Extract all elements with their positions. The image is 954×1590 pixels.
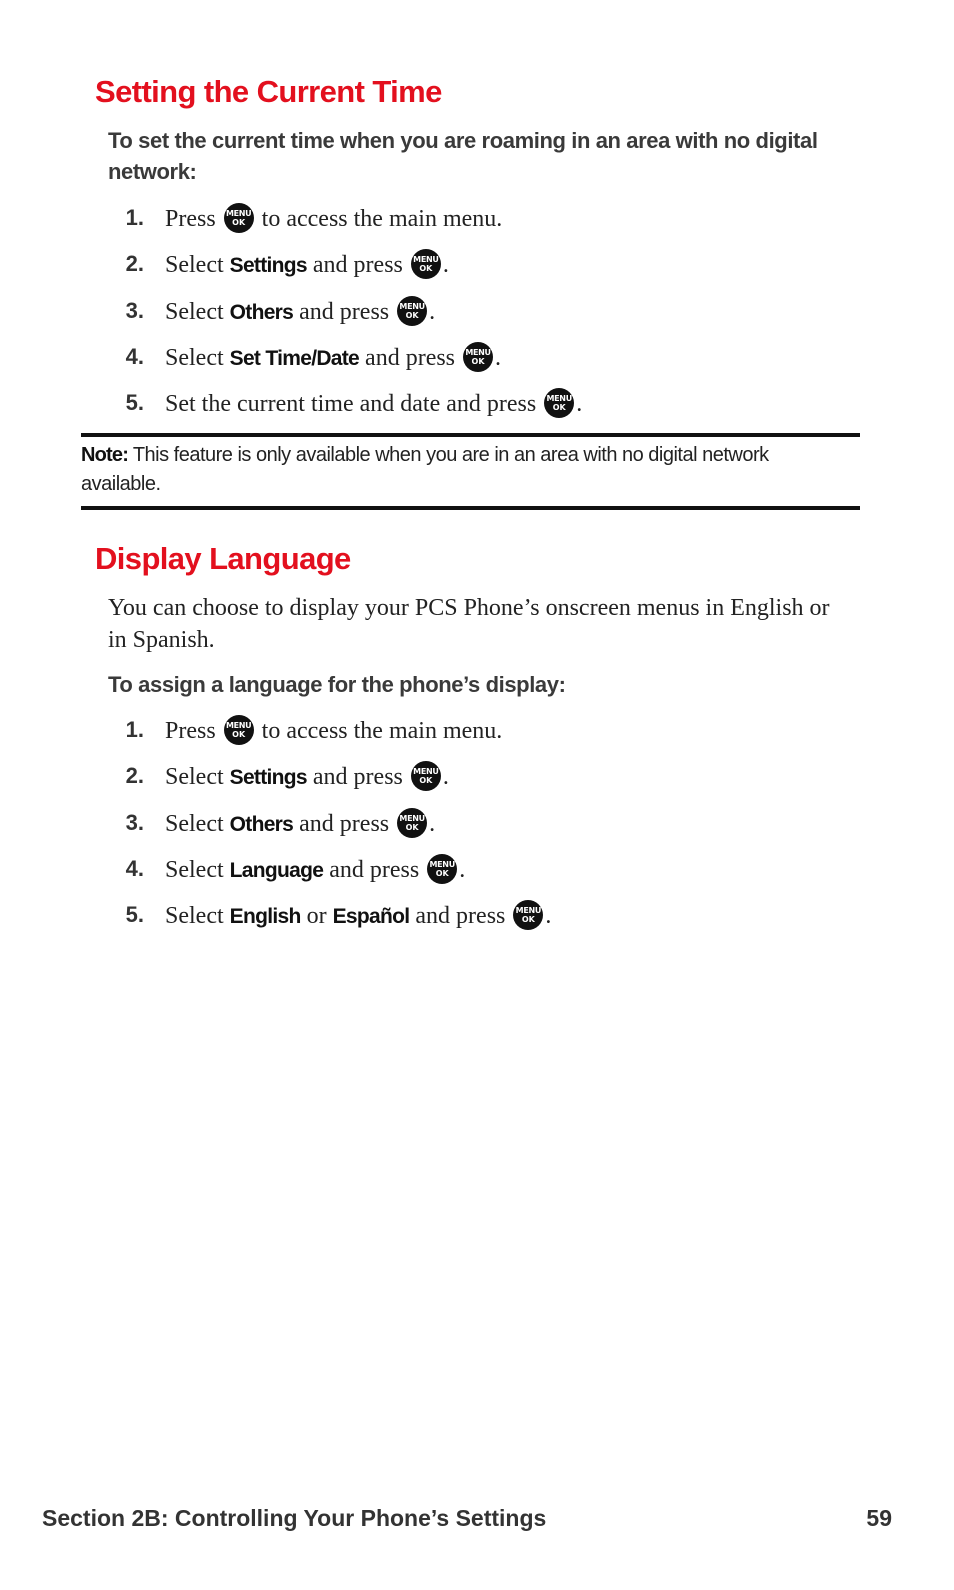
note-top-rule bbox=[81, 433, 860, 437]
step-text: Select Settings and press MENU OK . bbox=[165, 761, 449, 793]
menu-keyword: Settings bbox=[229, 766, 307, 790]
steps-current-time bbox=[0, 203, 954, 434]
note bbox=[81, 441, 841, 499]
menu-ok-key-icon: MENU OK bbox=[397, 296, 427, 326]
section-intro-current-time: To set the current time when you are roaming in an area with no digital network: bbox=[108, 128, 818, 184]
note-bottom-rule bbox=[81, 506, 860, 510]
step-number: 3. bbox=[125, 809, 144, 835]
page-number: 59 bbox=[866, 1505, 892, 1531]
menu-keyword: Español bbox=[332, 905, 410, 929]
menu-ok-key-icon: MENU OK bbox=[224, 203, 254, 233]
step-item bbox=[0, 203, 954, 249]
step-item bbox=[0, 854, 954, 900]
step-item bbox=[0, 808, 954, 854]
menu-ok-key-icon: MENU OK bbox=[544, 388, 574, 418]
step-item bbox=[0, 249, 954, 295]
step-number: 5. bbox=[125, 390, 144, 416]
step-item bbox=[0, 715, 954, 761]
section-title-display-language: Display Language bbox=[95, 541, 351, 576]
step-text: Select Others and press MENU OK . bbox=[165, 296, 435, 328]
step-text: Press MENU OK to access the main menu. bbox=[165, 715, 502, 746]
menu-ok-key-icon: MENU OK bbox=[224, 715, 254, 745]
menu-ok-key-icon: MENU OK bbox=[513, 900, 543, 930]
steps-display-language bbox=[0, 715, 954, 946]
step-item bbox=[0, 342, 954, 388]
step-text: Select Language and press MENU OK . bbox=[165, 854, 465, 886]
step-item bbox=[0, 388, 954, 434]
note-label: Note: bbox=[81, 444, 129, 466]
menu-keyword: Others bbox=[229, 812, 294, 836]
menu-ok-key-icon: MENU OK bbox=[397, 808, 427, 838]
step-text: Select Set Time/Date and press MENU OK . bbox=[165, 342, 501, 374]
step-text: Select English or Español and press MENU OK . bbox=[165, 900, 551, 932]
step-number: 5. bbox=[125, 902, 144, 928]
step-number: 2. bbox=[125, 251, 144, 277]
step-number: 4. bbox=[125, 343, 144, 369]
menu-ok-key-icon: MENU OK bbox=[411, 249, 441, 279]
step-item bbox=[0, 761, 954, 807]
step-text: Press MENU OK to access the main menu. bbox=[165, 203, 502, 234]
note-text: This feature is only available when you are in an area with no digital network available. bbox=[81, 444, 769, 495]
step-number: 1. bbox=[125, 205, 144, 230]
footer-section-label: Section 2B: Controlling Your Phone’s Settings bbox=[42, 1505, 547, 1531]
menu-keyword: Language bbox=[229, 858, 324, 882]
menu-keyword: Set Time/Date bbox=[229, 346, 360, 370]
step-number: 4. bbox=[125, 855, 144, 881]
step-item bbox=[0, 900, 954, 946]
menu-ok-key-icon: MENU OK bbox=[411, 761, 441, 791]
menu-keyword: Others bbox=[229, 300, 294, 324]
step-item bbox=[0, 296, 954, 342]
menu-ok-key-icon: MENU OK bbox=[427, 854, 457, 884]
menu-keyword: English bbox=[229, 905, 301, 929]
menu-keyword: Settings bbox=[229, 254, 307, 278]
step-number: 1. bbox=[125, 717, 144, 742]
step-text: Set the current time and date and press MENU OK . bbox=[165, 388, 582, 419]
step-number: 3. bbox=[125, 297, 144, 323]
menu-ok-key-icon: MENU OK bbox=[463, 342, 493, 372]
section-intro-display-language: To assign a language for the phone’s display: bbox=[108, 672, 566, 697]
step-number: 2. bbox=[125, 763, 144, 789]
step-text: Select Settings and press MENU OK . bbox=[165, 249, 449, 281]
step-text: Select Others and press MENU OK . bbox=[165, 808, 435, 840]
section-paragraph-display-language: You can choose to display your PCS Phone’s onscreen menus in English or in Spanish. bbox=[108, 595, 830, 653]
section-title-current-time: Setting the Current Time bbox=[95, 74, 442, 109]
